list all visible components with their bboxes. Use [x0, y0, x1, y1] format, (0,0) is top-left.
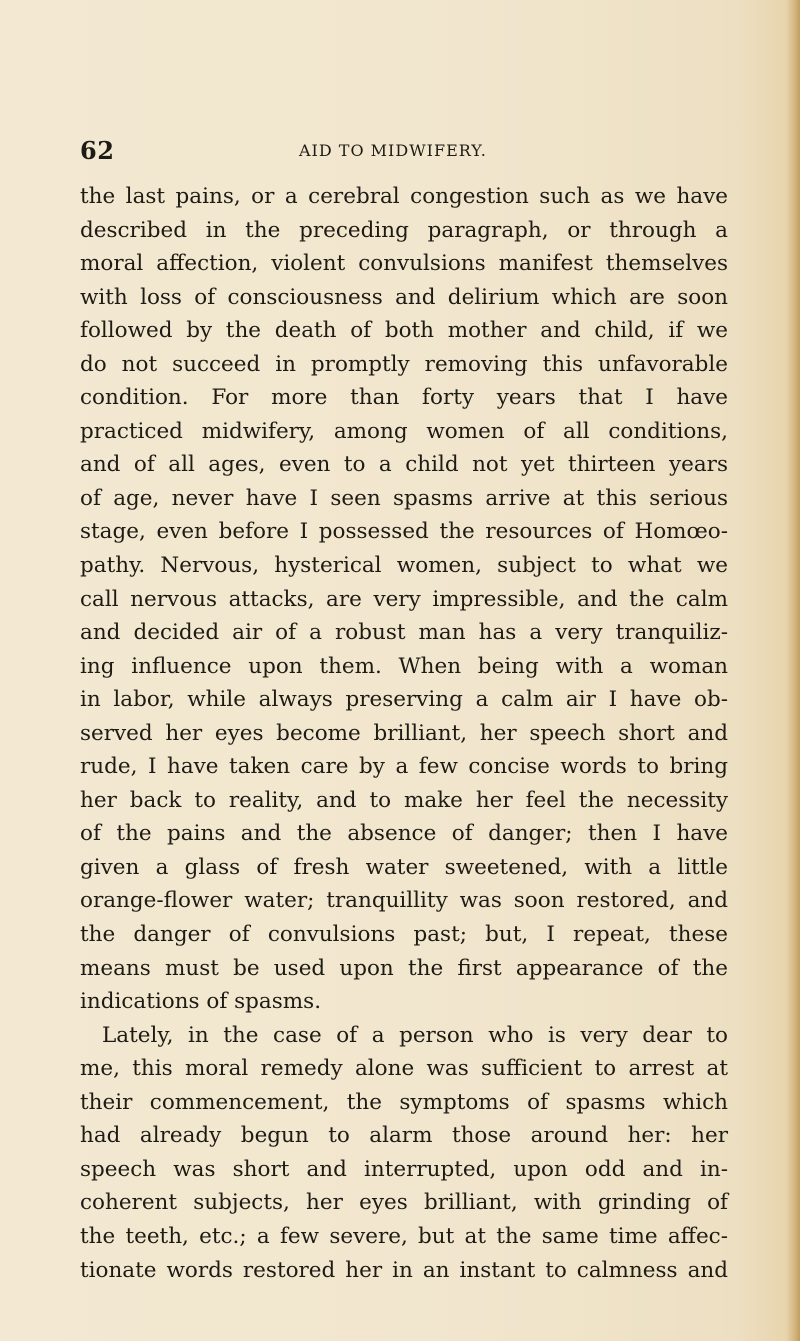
- body-text: [80, 180, 728, 1287]
- page-header: [80, 136, 730, 166]
- text-line: had already begun to alarm those around her: her: [80, 1123, 728, 1149]
- text-line: ing influence upon them. When being with a woman: [80, 653, 728, 679]
- text-line: the danger of convulsions past; but, I repeat, these: [80, 922, 728, 948]
- text-line: Lately, in the case of a person who is very dear to: [102, 1022, 728, 1048]
- text-line: pathy. Nervous, hysterical women, subject to what we: [80, 553, 728, 579]
- text-line: and decided air of a robust man has a very tranquiliz-: [80, 620, 728, 646]
- text-line: rude, I have taken care by a few concise words to bring: [80, 754, 728, 780]
- text-line: served her eyes become brilliant, her speech short and: [80, 720, 728, 746]
- page-edge-shadow: [786, 0, 800, 1341]
- text-line: her back to reality, and to make her feel the necessity: [80, 787, 728, 813]
- text-line: with loss of consciousness and delirium which are soon: [80, 284, 728, 310]
- running-head: AID TO MIDWIFERY.: [299, 141, 487, 160]
- text-line: orange-flower water; tranquillity was soon restored, and: [80, 888, 728, 914]
- text-line: of the pains and the absence of danger; then I have: [80, 821, 728, 847]
- text-line: indications of spasms.: [80, 989, 322, 1015]
- text-line: and of all ages, even to a child not yet thirteen years: [80, 452, 728, 478]
- text-line: me, this moral remedy alone was sufficient to arrest at: [80, 1056, 728, 1082]
- text-line: means must be used upon the first appearance of the: [80, 955, 728, 981]
- text-line: of age, never have I seen spasms arrive at this serious: [80, 485, 728, 511]
- text-line: coherent subjects, her eyes brilliant, with grinding of: [80, 1190, 728, 1216]
- page-number: 62: [80, 136, 115, 165]
- text-line: do not succeed in promptly removing this unfavorable: [80, 351, 728, 377]
- text-line: call nervous attacks, are very impressible, and the calm: [80, 586, 728, 612]
- text-line: moral affection, violent convulsions manifest themselves: [80, 251, 728, 277]
- text-line: the last pains, or a cerebral congestion such as we have: [80, 184, 728, 209]
- text-line: condition. For more than forty years that I have: [80, 385, 728, 411]
- text-line: practiced midwifery, among women of all conditions,: [80, 418, 728, 444]
- text-line: stage, even before I possessed the resources of Homœo-: [80, 519, 728, 545]
- text-line: in labor, while always preserving a calm air I have ob-: [80, 687, 728, 713]
- text-line: described in the preceding paragraph, or through a: [80, 217, 728, 243]
- text-line: given a glass of fresh water sweetened, with a little: [80, 854, 728, 880]
- text-line: speech was short and interrupted, upon odd and in-: [80, 1156, 728, 1182]
- text-line: followed by the death of both mother and child, if we: [80, 318, 728, 344]
- text-line: tionate words restored her in an instant to calmness and: [80, 1257, 728, 1283]
- text-line: their commencement, the symptoms of spasms which: [80, 1089, 728, 1115]
- text-line: the teeth, etc.; a few severe, but at the same time affec-: [80, 1223, 728, 1249]
